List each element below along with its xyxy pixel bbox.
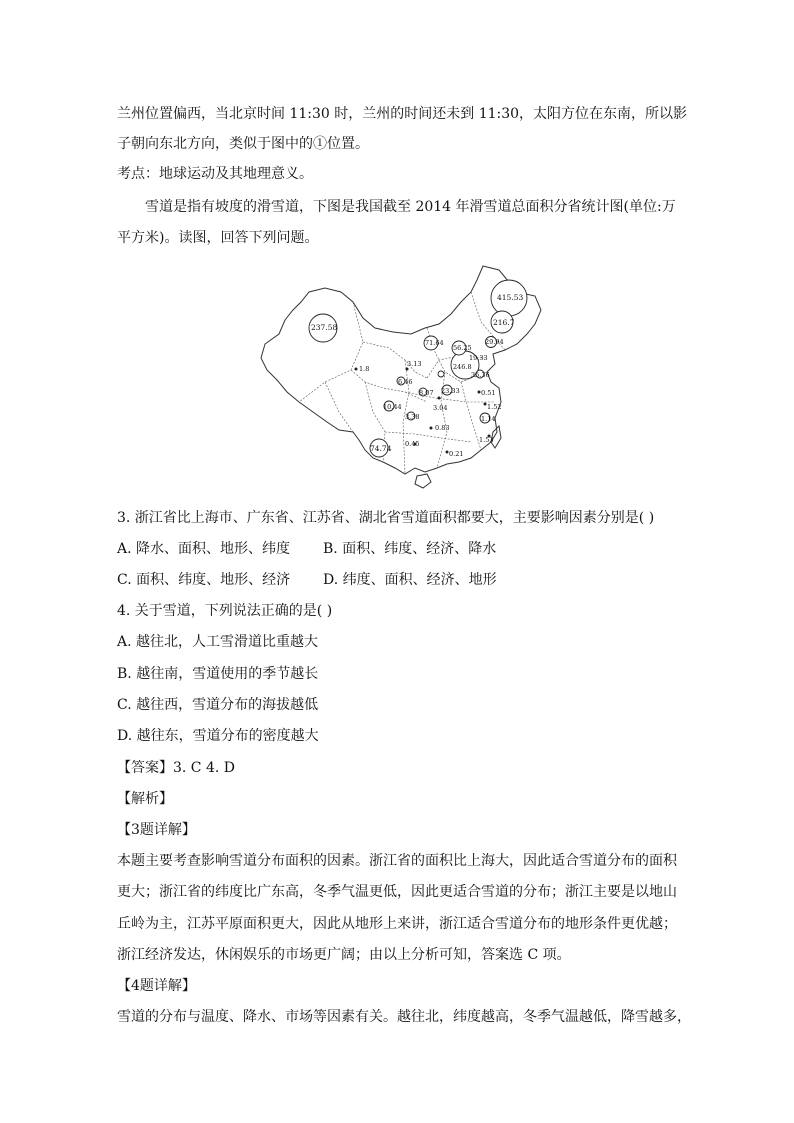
label-qinghai: 1.8: [359, 365, 370, 373]
circle-shanxi: [438, 371, 444, 377]
label-yunnan: 74.74: [370, 444, 392, 453]
answer-line: 【答案】3. C 4. D: [117, 760, 236, 776]
q4-option-a[interactable]: A. 越往北，人工雪滑道比重越大: [117, 634, 319, 650]
d3-line-4: 浙江经济发达，休闲娱乐的市场更广阔；由以上分析可知，答案选 C 项。: [117, 947, 571, 963]
q4-stem: 4. 关于雪道，下列说法正确的是( ): [117, 603, 333, 619]
d3-line-2: 更大；浙江省的纬度比广东高，冬季气温更低，因此更适合雪道的分布；浙江主要是以地山: [117, 884, 677, 900]
passage-line-2: 平方米)。读图，回答下列问题。: [117, 230, 319, 246]
q3-option-a[interactable]: A. 降水、面积、地形、纬度: [117, 541, 291, 557]
intro-line-1: 兰州位置偏西，当北京时间 11:30 时，兰州的时间还未到 11:30，太阳方位在东南，所以影: [117, 106, 688, 122]
jiexi-heading: 【解析】: [117, 791, 173, 807]
d4-heading: 【4题详解】: [117, 978, 196, 994]
hainan-outline: [415, 474, 431, 488]
label-guangxi: 0.21: [449, 450, 464, 458]
q3-option-b[interactable]: B. 面积、纬度、经济、降水: [323, 541, 497, 557]
label-ningxia: 6.46: [398, 378, 413, 386]
q3-stem: 3. 浙江省比上海市、广东省、江苏省、湖北省雪道面积都要大，主要影响因素分别是( ): [117, 510, 655, 526]
q4-option-d[interactable]: D. 越往东，雪道分布的密度越大: [117, 728, 319, 744]
label-fujian: 1.53: [479, 436, 494, 444]
q3-option-d[interactable]: D. 纬度、面积、经济、地形: [323, 572, 497, 588]
label-beijing: 56.25: [453, 344, 472, 352]
label-shaanxi: 8.07: [419, 389, 434, 397]
q3-option-c[interactable]: C. 面积、纬度、地形、经济: [117, 572, 291, 588]
label-hebei: 246.8: [453, 363, 472, 371]
label-guizhou: 0.45: [405, 440, 420, 448]
label-hubei: 3.38: [405, 413, 420, 421]
d3-line-3: 丘岭为主，江苏平原面积更大，因此从地形上来讲，浙江适合雪道分布的地形条件更优越；: [117, 916, 677, 932]
label-sichuan: 10.44: [383, 403, 402, 411]
label-gansu: 3.13: [407, 360, 422, 368]
d4-line-1: 雪道的分布与温度、降水、市场等因素有关。越往北，纬度越高，冬季气温越低，降雪越多，: [117, 1009, 691, 1025]
label-zhejiang: 1.14: [481, 415, 496, 423]
kaodian-line: 考点：地球运动及其地理意义。: [117, 166, 313, 182]
label-tianjin: 19.33: [469, 354, 488, 362]
label-hunan: 0.83: [435, 424, 450, 432]
label-jilin: 216.7: [493, 318, 515, 327]
label-anhui: 3.04: [433, 404, 448, 412]
intro-line-2: 子朝向东北方向，类似于图中的①位置。: [117, 136, 369, 152]
label-shanghai: 1.52: [487, 403, 502, 411]
label-heilongjiang: 415.53: [497, 293, 524, 302]
china-ski-map: [255, 262, 555, 494]
label-henan: 23.33: [441, 387, 460, 395]
q4-option-b[interactable]: B. 越往南，雪道使用的季节越长: [117, 666, 319, 682]
label-xinjiang: 237.58: [311, 323, 338, 332]
label-liaoning: 29.94: [485, 338, 504, 346]
label-jiangsu: 0.51: [481, 389, 496, 397]
passage-line-1: 雪道是指有坡度的滑雪道，下图是我国截至 2014 年滑雪道总面积分省统计图(单位:万: [145, 199, 676, 215]
q4-option-c[interactable]: C. 越往西，雪道分布的海拔越低: [117, 697, 319, 713]
d3-heading: 【3题详解】: [117, 822, 196, 838]
label-shandong: 35.36: [471, 371, 490, 379]
label-innermongolia: 71.64: [425, 339, 444, 347]
d3-line-1: 本题主要考查影响雪道分布面积的因素。浙江省的面积比上海大，因此适合雪道分布的面积: [117, 853, 677, 869]
